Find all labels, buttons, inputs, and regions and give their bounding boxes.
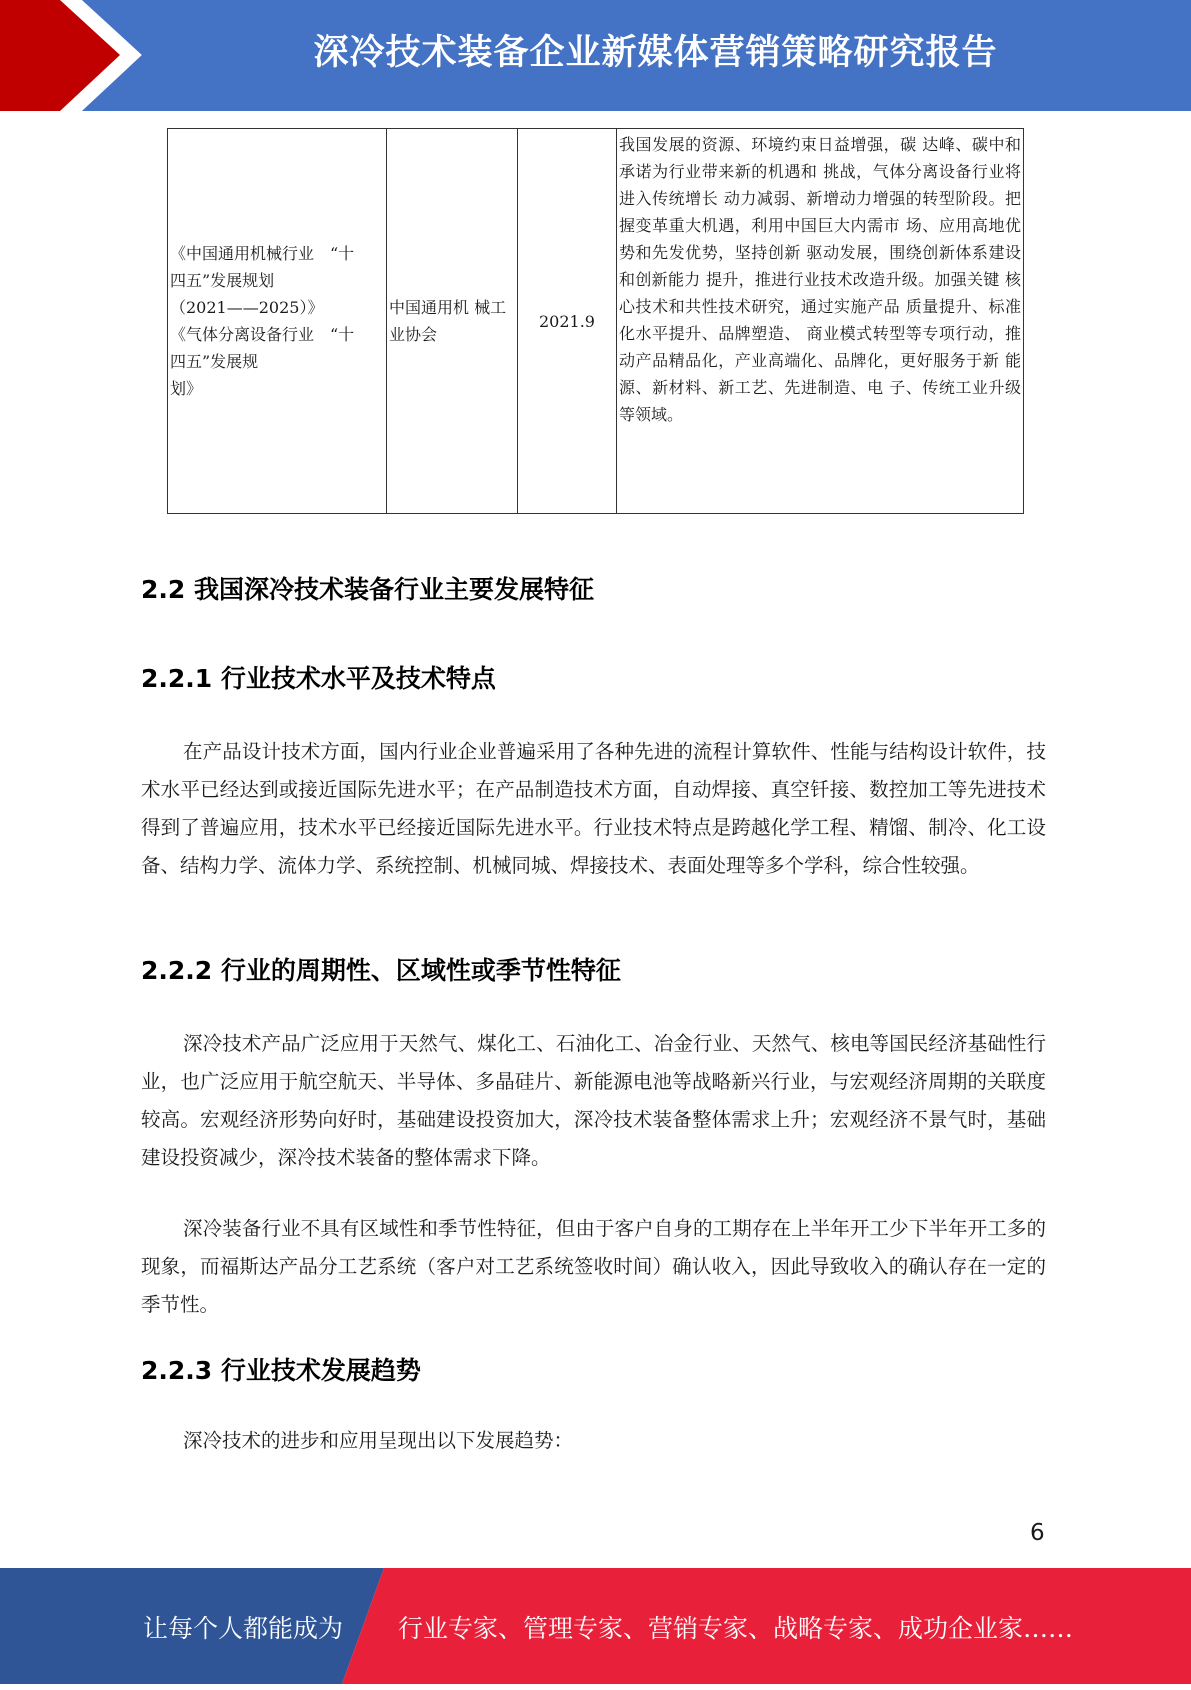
document-name-line: 四五”发展规 xyxy=(170,352,259,371)
document-name-line: 《气体分离设备行业 “十 xyxy=(170,325,355,344)
table-row xyxy=(168,129,1024,514)
date-cell: 2021.9 xyxy=(518,129,617,514)
document-name-line: 划》 xyxy=(170,379,203,398)
footer-slogan-right: 行业专家、管理专家、营销专家、战略专家、成功企业家…… xyxy=(398,1614,1074,1643)
issuer-cell: 中国通用机 械工业协会 xyxy=(387,129,518,514)
document-name-line: 《中国通用机械行业 “十 xyxy=(170,244,355,263)
section-heading-2-2-3: 2.2.3 行业技术发展趋势 xyxy=(141,1356,421,1385)
footer-banner xyxy=(0,1568,1191,1684)
report-title: 深冷技术装备企业新媒体营销策略研究报告 xyxy=(313,33,998,73)
paragraph-cyclicality: 深冷技术产品广泛应用于天然气、煤化工、石油化工、冶金行业、天然气、核电等国民经济基础性行业，也广泛应用于航空航天、半导体、多晶硅片、新能源电池等战略新兴行业，与宏观经济周期的关联度较高。宏观经济形势向好时，基础建设投资加大，深冷技术装备整体需求上升；宏观经济不景气时，基础建设投资减少，深冷技术装备的整体需求下降。 xyxy=(141,1032,1046,1169)
page-number: 6 xyxy=(1030,1520,1045,1546)
paragraph-tech-level: 在产品设计技术方面，国内行业企业普遍采用了各种先进的流程计算软件、性能与结构设计软件，技术水平已经达到或接近国际先进水平；在产品制造技术方面，自动焊接、真空钎接、数控加工等先进技术得到了普遍应用，技术水平已经接近国际先进水平。行业技术特点是跨越化学工程、精馏、制冷、化工设备、结构力学、流体力学、系统控制、机械同城、焊接技术、表面处理等多个学科，综合性较强。 xyxy=(141,740,1046,877)
document-name-cell xyxy=(168,129,387,514)
document-name-line: 四五”发展规划 xyxy=(170,271,275,290)
policy-table xyxy=(167,128,1024,514)
content-cell: 我国发展的资源、环境约束日益增强，碳 达峰、碳中和承诺为行业带来新的机遇和 挑战，气体分离设备行业将进入传统增长 动力减弱、新增动力增强的转型阶段。把 握变革重大机遇，利用中国巨大内需市 场、应用高地优势和先发优势，坚持创新 驱动发展，围绕创新体系建设和创新能力 提升，推进行业技术改造升级。加强关键 核心技术和共性技术研究，通过实施产品 质量提升、标准化水平提升、品牌塑造、 商业模式转型等专项行动，推动产品精品化，产业高端化、品牌化，更好服务于新 能源、新材料、新工艺、先进制造、电 子、传统工业升级等领域。 xyxy=(617,129,1024,514)
document-name-line: （2021——2025）》 xyxy=(170,298,324,317)
section-heading-2-2-1: 2.2.1 行业技术水平及技术特点 xyxy=(141,664,496,693)
paragraph-trends-intro: 深冷技术的进步和应用呈现出以下发展趋势： xyxy=(183,1429,574,1452)
section-heading-2-2-2: 2.2.2 行业的周期性、区域性或季节性特征 xyxy=(141,956,621,985)
section-heading-2-2: 2.2 我国深冷技术装备行业主要发展特征 xyxy=(141,575,594,604)
footer-slogan-left: 让每个人都能成为 xyxy=(143,1614,344,1643)
chevron-right-icon xyxy=(60,0,160,111)
paragraph-seasonality: 深冷装备行业不具有区域性和季节性特征，但由于客户自身的工期存在上半年开工少下半年开工多的现象，而福斯达产品分工艺系统（客户对工艺系统签收时间）确认收入，因此导致收入的确认存在一定的季节性。 xyxy=(141,1217,1046,1316)
header-banner xyxy=(0,0,1191,111)
